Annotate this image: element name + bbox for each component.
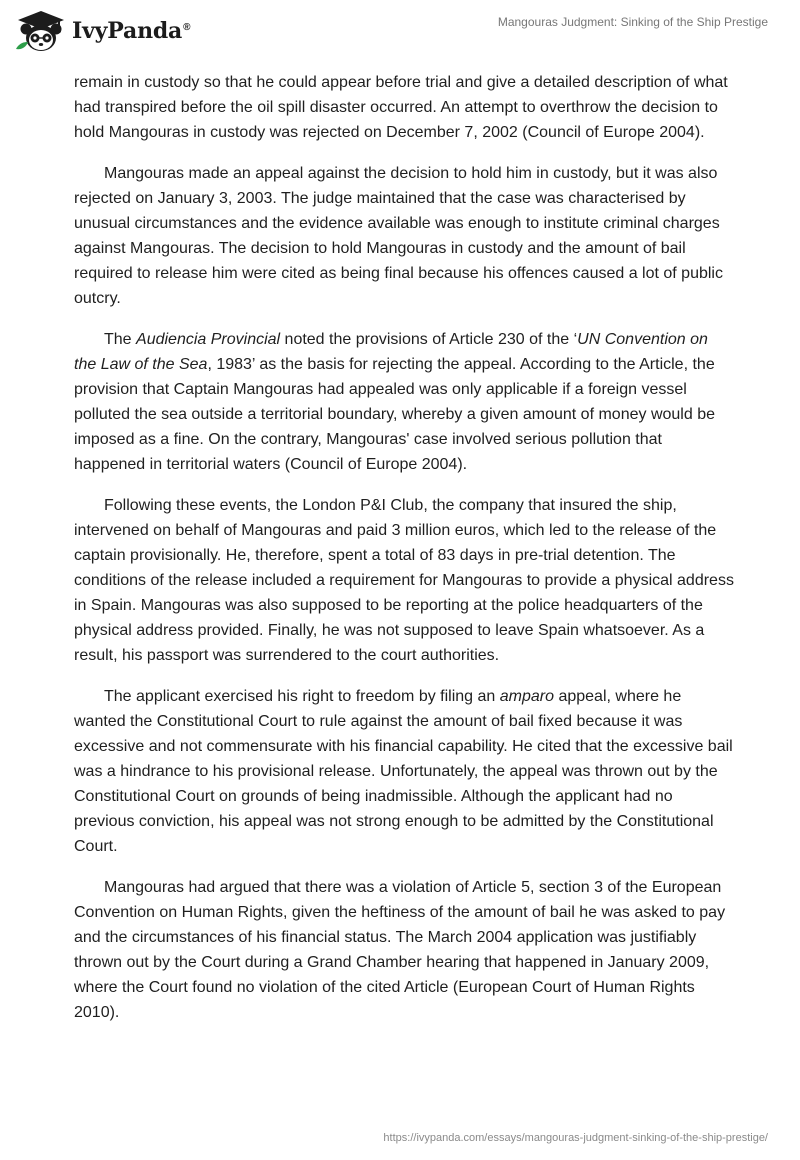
panda-graduate-icon — [14, 9, 68, 53]
document-title: Mangouras Judgment: Sinking of the Ship Prestige — [497, 15, 768, 29]
paragraph-4: Following these events, the London P&I Club, the company that insured the ship, intervened on behalf of Mangouras and paid 3 million euros, which led to the release of the captain provisionally. He, therefore, spent a total of 83 days in pre-trial detention. The conditions of the release included a requirement for Mangouras to provide a physical address in Spain. Mangouras was also supposed to be reporting at the police headquarters of the physical address provided. Finally, he was not supposed to leave Spain whatsoever. As a result, his passport was surrendered to the court authorities. — [74, 497, 734, 664]
italic-amparo: amparo — [499, 688, 555, 705]
paragraph-2: Mangouras made an appeal against the decision to hold him in custody, but it was also rejected on January 3, 2003. The judge maintained that the case was characterised by unusual circumstances and the evidence available was enough to institute criminal charges against Mangouras. The decision to hold Mangouras in custody and the amount of bail required to release him were cited as being final because his offences caused a lot of public outcry. — [74, 165, 723, 307]
italic-convention-name: UN Convention on the Law of the Sea — [74, 331, 708, 373]
ivypanda-logo[interactable] — [14, 9, 190, 53]
italic-court-name: Audiencia Provincial — [136, 331, 281, 348]
page-header — [0, 0, 800, 60]
paragraph-3: The Audiencia Provincial noted the provisions of Article 230 of the ‘UN Convention on the Law of the Sea, 1983’ as the basis for rejecting the appeal. According to the Article, the provision that Captain Mangouras had appealed was only applicable if a foreign vessel polluted the sea outside a territorial boundary, whereby a given amount of money would be imposed as a fine. On the contrary, Mangouras' case involved serious pollution that happened in territorial waters (Council of Europe 2004). — [74, 331, 715, 473]
registered-mark: ® — [183, 21, 191, 33]
paragraph-6: Mangouras had argued that there was a violation of Article 5, section 3 of the European Convention on Human Rights, given the heftiness of the amount of bail he was asked to pay and the circumstances of his financial status. The March 2004 application was justifiably thrown out by the Court during a Grand Chamber hearing that happened in January 2009, where the Court found no violation of the cited Article (European Court of Human Rights 2010). — [74, 879, 726, 1021]
brand-name: IvyPanda® — [72, 18, 191, 44]
paragraph-1: remain in custody so that he could appear before trial and give a detailed description of what had transpired before the oil spill disaster occurred. An attempt to overthrow the decision to hold Mangouras in custody was rejected on December 7, 2002 (Council of Europe 2004). — [74, 74, 728, 141]
source-url[interactable]: https://ivypanda.com/essays/mangouras-judgment-sinking-of-the-ship-prestige/ — [383, 1132, 768, 1144]
paragraph-5: The applicant exercised his right to freedom by filing an amparo appeal, where he wanted the Constitutional Court to rule against the amount of bail fixed because it was excessive and not commensurate with his financial capability. He cited that the excessive bail was a hindrance to his provisional release. Unfortunately, the appeal was thrown out by the Constitutional Court on grounds of being inadmissible. Although the applicant had no previous conviction, his appeal was not strong enough to be admitted by the Constitutional Court. — [74, 688, 733, 855]
essay-body — [74, 70, 734, 1041]
